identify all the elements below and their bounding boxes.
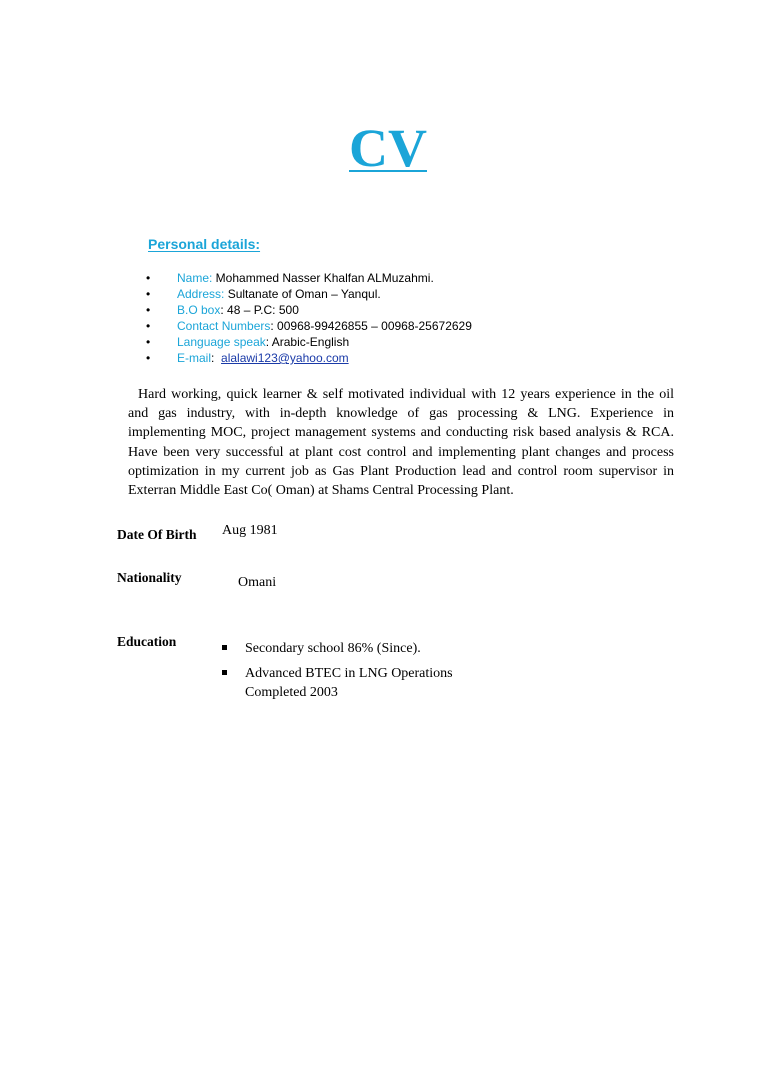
personal-details-list	[146, 270, 666, 366]
detail-language	[146, 334, 666, 350]
detail-contact	[146, 318, 666, 334]
name-label: Name:	[177, 271, 213, 285]
education-item	[220, 639, 540, 658]
box-label: B.O box	[177, 303, 221, 317]
bullet-icon: •	[146, 351, 151, 365]
detail-box	[146, 302, 666, 318]
personal-details-heading: Personal details:	[148, 236, 261, 252]
education-list	[220, 639, 540, 708]
education-label: Education	[117, 634, 177, 649]
email-separator: :	[211, 351, 222, 365]
detail-email	[146, 350, 666, 366]
contact-value: : 00968-99426855 – 00968-25672629	[270, 319, 472, 333]
language-label: Language speak	[177, 335, 266, 349]
email-label: E-mail	[177, 351, 212, 365]
bullet-icon: •	[146, 303, 151, 317]
email-link[interactable]: alalawi123@yahoo.com	[221, 351, 349, 365]
dob-value: Aug 1981	[222, 523, 278, 538]
bullet-icon: •	[146, 287, 151, 301]
nationality-value: Omani	[238, 575, 277, 590]
dob-label: Date Of Birth	[117, 527, 197, 542]
nationality-label: Nationality	[117, 570, 182, 585]
detail-address	[146, 286, 666, 302]
summary-paragraph: Hard working, quick learner & self motivated individual with 12 years experience in the oil and gas industry, with in-depth knowledge of gas processing & LNG. Experience in implementing MOC, project management systems and conducting risk based analysis & RCA. Have been very successful at plant cost control and implementing plant changes and process optimization in my current job as Gas Plant Production lead and control room supervisor in Exterran Middle East Co( Oman) at Shams Central Processing Plant.	[128, 387, 674, 499]
bullet-icon: •	[146, 319, 151, 333]
education-item-line1: Advanced BTEC in LNG Operations	[245, 666, 453, 681]
square-bullet-icon	[222, 670, 227, 675]
name-value: Mohammed Nasser Khalfan ALMuzahmi.	[212, 271, 434, 285]
education-item-line1: Secondary school 86% (Since).	[245, 641, 421, 656]
language-value: : Arabic-English	[265, 335, 350, 349]
address-label: Address:	[177, 287, 225, 301]
cv-title: CV	[349, 118, 427, 178]
education-item-line2: Completed 2003	[245, 685, 338, 700]
bullet-icon: •	[146, 335, 151, 349]
box-value: : 48 – P.C: 500	[220, 303, 299, 317]
bullet-icon: •	[146, 271, 151, 285]
contact-label: Contact Numbers	[177, 319, 271, 333]
square-bullet-icon	[222, 645, 227, 650]
detail-name	[146, 270, 666, 286]
education-item	[220, 664, 540, 702]
address-value: Sultanate of Oman – Yanqul.	[224, 287, 381, 301]
